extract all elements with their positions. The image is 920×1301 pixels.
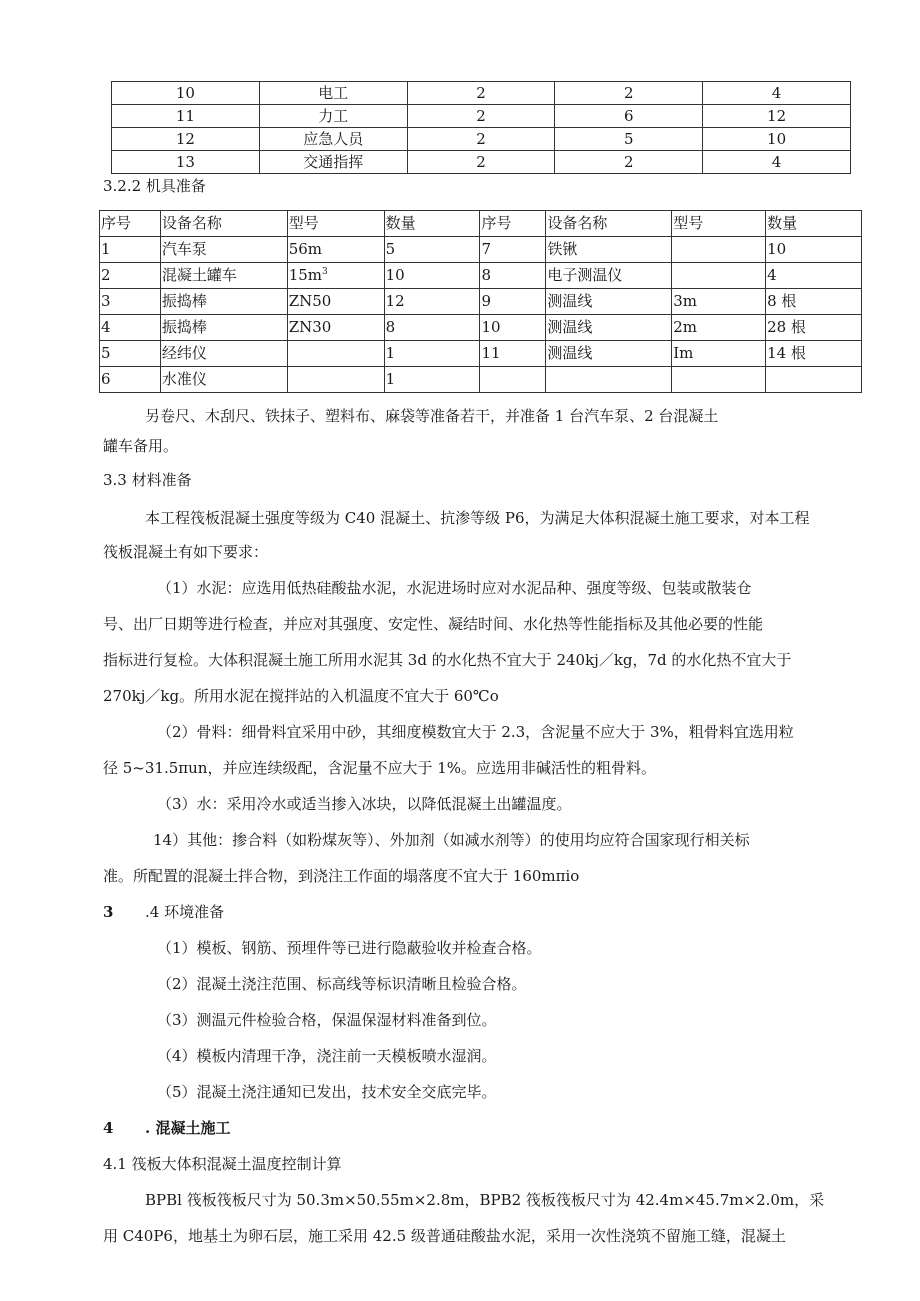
equipment-table-cell: 8	[480, 263, 546, 289]
equipment-table-cell: 振捣棒	[160, 315, 287, 341]
equipment-table-row	[100, 315, 862, 341]
section-3-4-title: .4 环境准备	[145, 903, 225, 921]
equipment-table-cell: 5	[100, 341, 161, 367]
equipment-table-row	[100, 289, 862, 315]
equipment-table-cell: 7	[480, 237, 546, 263]
staff-table-cell: 13	[112, 151, 260, 174]
equipment-table-row	[100, 237, 862, 263]
calc-line-2: 用 C40P6，地基土为卵石层，施工采用 42.5 级普通硅酸盐水泥，采用一次性浇筑不留施工缝，混凝土	[103, 1227, 786, 1245]
staff-table-cell: 6	[555, 105, 703, 128]
equipment-table-cell: ZN30	[287, 315, 384, 341]
staff-table-cell: 2	[555, 82, 703, 105]
equipment-table-header-cell: 数量	[384, 211, 480, 237]
equipment-table-cell: 28 根	[766, 315, 862, 341]
staff-table-cell: 10	[703, 128, 851, 151]
env-item-2: （2）混凝土浇注范围、标高线等标识清晰且检验合格。	[157, 975, 527, 993]
extra-tools-line-1: 另卷尺、木刮尺、铁抹子、塑料布、麻袋等准备若干，并准备 1 台汽车泵、2 台混凝土	[145, 407, 719, 425]
equipment-table-cell	[287, 341, 384, 367]
equipment-table-cell: 12	[384, 289, 480, 315]
section-4-number: 4	[103, 1119, 114, 1137]
equipment-table-cell: 汽车泵	[160, 237, 287, 263]
other-line-2: 准。所配置的混凝土拌合物，到浇注工作面的塌落度不宜大于 160mπio	[103, 867, 580, 885]
staff-table-cell: 12	[112, 128, 260, 151]
equipment-table-cell: 铁锹	[546, 237, 672, 263]
staff-table-cell: 4	[703, 82, 851, 105]
section-3-4-number: 3	[103, 903, 114, 921]
equipment-table-header-cell: 序号	[100, 211, 161, 237]
equipment-table-cell: 混凝土罐车	[160, 263, 287, 289]
model-value: 15m	[288, 266, 323, 284]
equipment-table-cell: 1	[100, 237, 161, 263]
section-4-title: . 混凝土施工	[145, 1119, 231, 1137]
section-heading-4-1: 4.1 筏板大体积混凝土温度控制计算	[103, 1155, 342, 1173]
equipment-table-header-cell: 型号	[672, 211, 766, 237]
equipment-table-cell: 5	[384, 237, 480, 263]
staff-table-row	[112, 128, 851, 151]
equipment-table-cell: 4	[100, 315, 161, 341]
equipment-table-cell: 2	[100, 263, 161, 289]
env-item-3: （3）测温元件检验合格，保温保湿材料准备到位。	[157, 1011, 497, 1029]
equipment-table-cell: 14 根	[766, 341, 862, 367]
equipment-table-cell	[287, 263, 384, 289]
staff-table-cell: 力工	[259, 105, 407, 128]
staff-table-cell: 2	[407, 128, 555, 151]
equipment-table-cell: 测温线	[546, 289, 672, 315]
env-item-5: （5）混凝土浇注通知已发出，技术安全交底完毕。	[157, 1083, 497, 1101]
equipment-table-cell: 振捣棒	[160, 289, 287, 315]
equipment-table-cell	[672, 367, 766, 393]
staff-table-cell: 5	[555, 128, 703, 151]
staff-table-cell: 12	[703, 105, 851, 128]
cement-line-1: （1）水泥：应选用低热硅酸盐水泥，水泥进场时应对水泥品种、强度等级、包装或散装仓	[157, 579, 752, 597]
equipment-table-row	[100, 341, 862, 367]
equipment-table-cell: 8	[384, 315, 480, 341]
env-item-1: （1）模板、钢筋、预埋件等已进行隐蔽验收并检查合格。	[157, 939, 542, 957]
staff-table-cell: 2	[407, 105, 555, 128]
staff-table-cell: 4	[703, 151, 851, 174]
staff-table-row	[112, 151, 851, 174]
equipment-table-cell: 3	[100, 289, 161, 315]
equipment-table-cell: 经纬仪	[160, 341, 287, 367]
equipment-table-cell: 1	[384, 341, 480, 367]
cement-line-3: 指标进行复检。大体积混凝土施工所用水泥其 3d 的水化热不宜大于 240kj／kg，7d 的水化热不宜大于	[103, 651, 792, 669]
equipment-table-row	[100, 367, 862, 393]
water-line: （3）水：采用冷水或适当掺入冰块，以降低混凝土出罐温度。	[157, 795, 572, 813]
equipment-table-header-cell: 设备名称	[160, 211, 287, 237]
env-item-4: （4）模板内清理干净，浇注前一天模板喷水湿润。	[157, 1047, 497, 1065]
other-line-1: 14）其他：掺合料（如粉煤灰等）、外加剂（如减水剂等）的使用均应符合国家现行相关标	[153, 831, 750, 849]
unit-superscript: 3	[322, 267, 328, 277]
equipment-table-cell	[766, 367, 862, 393]
equipment-table-cell: 电子测温仪	[546, 263, 672, 289]
equipment-table-cell: 3m	[672, 289, 766, 315]
equipment-table-header-cell: 序号	[480, 211, 546, 237]
calc-line-1: BPBl 筏板筏板尺寸为 50.3m×50.55m×2.8m，BPB2 筏板筏板尺寸为 42.4m×45.7m×2.0m，采	[145, 1191, 825, 1209]
equipment-table-cell	[480, 367, 546, 393]
equipment-table-cell	[672, 263, 766, 289]
equipment-table-cell: ZN50	[287, 289, 384, 315]
equipment-table-cell: 56m	[287, 237, 384, 263]
equipment-table-cell: Im	[672, 341, 766, 367]
staff-table	[111, 81, 851, 174]
equipment-table-cell: 10	[384, 263, 480, 289]
aggregate-line-2: 径 5~31.5πun，并应连续级配，含泥量不应大于 1%。应选用非碱活性的粗骨料。	[103, 759, 657, 777]
section-heading-3-3: 3.3 材料准备	[103, 471, 192, 489]
cement-line-2: 号、出厂日期等进行检查，并应对其强度、安定性、凝结时间、水化热等性能指标及其他必要的性能	[103, 615, 764, 633]
equipment-table-cell: 10	[480, 315, 546, 341]
equipment-table-row	[100, 263, 862, 289]
cement-line-4: 270kj／kg。所用水泥在搅拌站的入机温度不宜大于 60℃o	[103, 687, 499, 705]
equipment-table-header-cell: 设备名称	[546, 211, 672, 237]
equipment-table-header-row	[100, 211, 862, 237]
intro-line-2: 筏板混凝土有如下要求：	[103, 543, 269, 561]
intro-line-1: 本工程筏板混凝土强度等级为 C40 混凝土、抗渗等级 P6，为满足大体积混凝土施工要求，对本工程	[145, 509, 810, 527]
staff-table-cell: 交通指挥	[259, 151, 407, 174]
extra-tools-line-2: 罐车备用。	[103, 437, 179, 455]
staff-table-cell: 2	[407, 82, 555, 105]
equipment-table-cell: 4	[766, 263, 862, 289]
staff-table-row	[112, 82, 851, 105]
equipment-table-cell: 10	[766, 237, 862, 263]
equipment-table-cell: 6	[100, 367, 161, 393]
equipment-table-cell	[546, 367, 672, 393]
equipment-table-cell: 9	[480, 289, 546, 315]
equipment-table-cell	[672, 237, 766, 263]
equipment-table-cell: 水准仪	[160, 367, 287, 393]
staff-table-cell: 2	[407, 151, 555, 174]
staff-table-cell: 电工	[259, 82, 407, 105]
staff-table-cell: 2	[555, 151, 703, 174]
equipment-table-cell: 11	[480, 341, 546, 367]
staff-table-cell: 11	[112, 105, 260, 128]
equipment-table-cell	[287, 367, 384, 393]
staff-table-cell: 应急人员	[259, 128, 407, 151]
aggregate-line-1: （2）骨料：细骨料宜采用中砂，其细度模数宜大于 2.3，含泥量不应大于 3%，粗骨料宜选用粒	[157, 723, 794, 741]
equipment-table-header-cell: 型号	[287, 211, 384, 237]
equipment-table-cell: 测温线	[546, 341, 672, 367]
equipment-table-cell: 2m	[672, 315, 766, 341]
equipment-table-cell: 8 根	[766, 289, 862, 315]
section-heading-3-2-2: 3.2.2 机具准备	[103, 177, 206, 195]
equipment-table-header-cell: 数量	[766, 211, 862, 237]
staff-table-cell: 10	[112, 82, 260, 105]
equipment-table	[99, 210, 862, 393]
equipment-table-cell: 1	[384, 367, 480, 393]
staff-table-row	[112, 105, 851, 128]
equipment-table-cell: 测温线	[546, 315, 672, 341]
